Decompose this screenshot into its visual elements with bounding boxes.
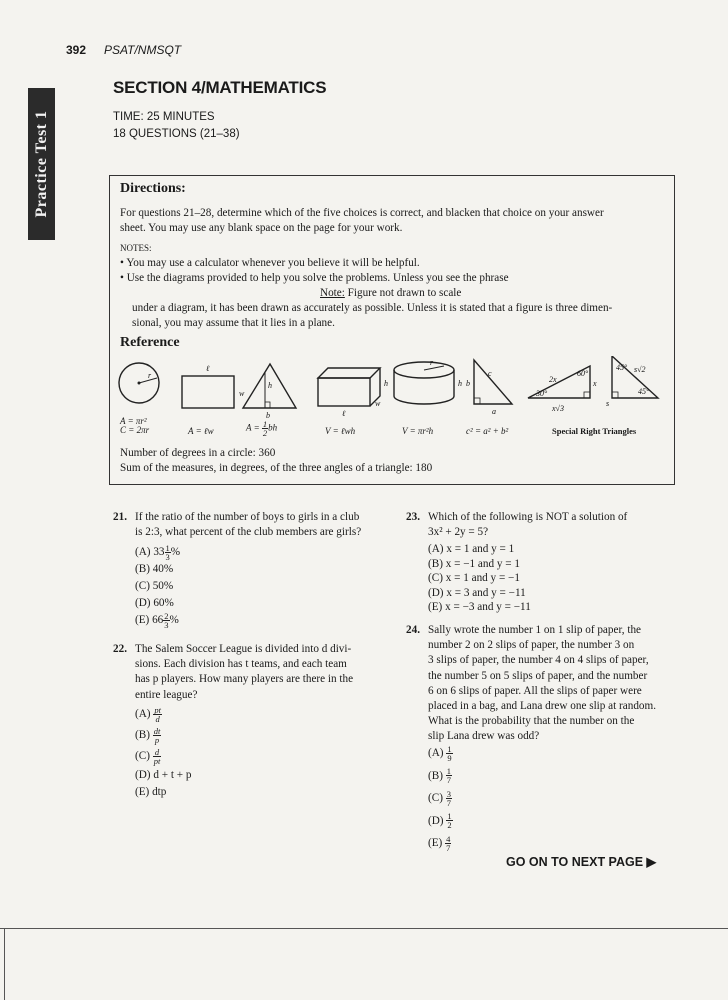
s-label: s (606, 399, 610, 408)
question-text: is 2:3, what percent of the club members are girls? (135, 526, 362, 539)
question-23 (406, 510, 681, 540)
directions-line: sheet. You may use any blank space on the page for your work. (120, 222, 403, 234)
formula-circle (120, 417, 149, 435)
side-tab-label: Practice Test 1 (32, 110, 50, 218)
directions-heading: Directions: (120, 181, 186, 196)
time-limit: TIME: 25 MINUTES (113, 111, 215, 123)
q23-choices (428, 542, 531, 615)
note-item: • Use the diagrams provided to help you solve the problems. Unless you see the phrase (120, 272, 509, 284)
choice-c[interactable]: (C) 50% (135, 580, 174, 593)
question-text: What is the probability that the number on the (428, 715, 635, 728)
question-text: 3x² + 2y = 5? (428, 526, 489, 539)
choice-b[interactable]: (B) $\frac{dt}{p}$ (135, 725, 161, 745)
hyp-label: c (488, 369, 492, 378)
choice-a[interactable]: (A) 33 $\frac{1}{3}$ % (135, 543, 181, 562)
degrees-triangle: Sum of the measures, in degrees, of the three angles of a triangle: 180 (120, 462, 433, 474)
pythagorean-formula: c² = a² + b² (466, 426, 509, 436)
question-text: sions. Each division has t teams, and each team (135, 658, 347, 671)
circle-figure (119, 363, 159, 403)
question-number: 22. (113, 643, 127, 655)
x-label: x (593, 379, 597, 388)
rect-width-label: w (239, 389, 245, 398)
choice-b[interactable]: (B) 40% (135, 563, 174, 576)
question-text: the number 5 on 5 slips of paper, and the number (428, 669, 648, 682)
question-text: If the ratio of the number of boys to girls in a club (135, 511, 360, 523)
rect-area-formula: A = ℓw (188, 426, 214, 436)
x-sqrt3-label: x√3 (552, 404, 564, 413)
cyl-height-label: h (458, 379, 462, 388)
note-figure-phrase: Note: Figure not drawn to scale (320, 287, 462, 299)
notes-label: NOTES: (120, 243, 152, 253)
thirty-sixty-ninety-figure (528, 366, 597, 413)
rect-length-label: ℓ (206, 364, 210, 373)
section-title: SECTION 4/MATHEMATICS (113, 78, 327, 97)
question-text: 3 slips of paper, the number 4 on 4 slips of paper, (428, 654, 649, 667)
side-tab (28, 88, 55, 240)
question-24 (406, 623, 681, 745)
question-count: 18 QUESTIONS (21–38) (113, 128, 240, 140)
question-number: 24. (406, 624, 420, 636)
go-on-next-page: GO ON TO NEXT PAGE ▶ (506, 855, 657, 869)
choice-d[interactable]: (D) x = 3 and y = −11 (428, 586, 526, 599)
question-text: placed in a bag, and Lana drew one slip at random. (428, 700, 657, 713)
choice-b[interactable]: (B) $\frac{1}{7}$ (428, 766, 451, 786)
cylinder-volume-formula: V = πr²h (402, 426, 434, 436)
right-triangle-figure (466, 360, 512, 416)
choice-e[interactable]: (E) dtp (135, 786, 167, 798)
triangle-figure (243, 364, 296, 420)
question-text: number 2 on 2 slips of paper, the number 3 on (428, 639, 635, 652)
choice-b[interactable]: (B) x = −1 and y = 1 (428, 557, 520, 570)
choice-c[interactable]: (C) $\frac{d}{pt}$ (135, 746, 161, 766)
degree-facts (120, 446, 432, 476)
tri-base-label: b (266, 411, 270, 420)
choice-e[interactable]: (E) $\frac{4}{7}$ (428, 833, 451, 853)
question-number: 21. (113, 511, 127, 523)
book-title: PSAT/NMSQT (104, 43, 182, 57)
page-number: 392 (66, 43, 87, 57)
question-22 (113, 642, 393, 703)
choice-c[interactable]: (C) x = 1 and y = −1 (428, 572, 520, 584)
thirty-label: 30° (536, 389, 548, 398)
note-item-continued: sional, you may assume that it lies in a plane. (132, 317, 335, 329)
circle-radius-label: r (148, 371, 152, 380)
choice-e[interactable]: (E) x = −3 and y = −11 (428, 601, 531, 613)
leg-a-label: a (492, 407, 496, 416)
choice-d[interactable]: (D) $\frac{1}{2}$ (428, 811, 452, 831)
box-height-label: h (384, 379, 388, 388)
reference-heading: Reference (120, 335, 180, 350)
tri-height-label: h (268, 381, 272, 390)
question-text: Which of the following is NOT a solution of (428, 511, 628, 523)
sixty-label: 60° (577, 369, 589, 378)
q21-choices (135, 544, 180, 629)
page-bottom-edge (0, 928, 728, 929)
directions-line: For questions 21–28, determine which of the five choices is correct, and blacken that choice on your answer (120, 207, 604, 219)
choice-c[interactable]: (C) $\frac{3}{7}$ (428, 788, 451, 808)
question-21 (113, 510, 388, 540)
question-text: entire league? (135, 688, 198, 701)
question-text: has p players. How many players are there in the (135, 673, 354, 686)
page-left-edge (4, 928, 5, 1000)
box-figure (318, 368, 388, 418)
forty-five-bottom-label: 45° (638, 387, 650, 396)
q22-choices (135, 704, 191, 801)
question-text: The Salem Soccer League is divided into d divi- (135, 643, 352, 655)
cyl-radius-label: r (430, 358, 434, 367)
forty-five-figure (606, 356, 658, 408)
question-text: slip Lana drew was odd? (428, 730, 540, 743)
section-time-info (113, 109, 240, 143)
box-volume-formula: V = ℓwh (325, 426, 356, 436)
s-sqrt2-label: s√2 (634, 365, 646, 374)
box-length-label: ℓ (342, 409, 346, 418)
choice-d[interactable]: (D) d + t + p (135, 769, 192, 781)
circle-area-formula: A = πr² (120, 416, 147, 426)
special-triangles-caption: Special Right Triangles (552, 426, 637, 436)
cylinder-figure (394, 358, 462, 404)
choice-a[interactable]: (A) $\frac{1}{9}$ (428, 743, 452, 763)
question-text: Sally wrote the number 1 on 1 slip of paper, the (428, 624, 641, 636)
leg-b-label: b (466, 379, 470, 388)
circle-circumference-formula: C = 2πr (120, 425, 150, 435)
note-item-continued: under a diagram, it has been drawn as accurately as possible. Unless it is stated that a figure is three dimen- (132, 302, 613, 314)
question-number: 23. (406, 511, 420, 523)
box-width-label: w (375, 399, 381, 408)
choice-a[interactable]: (A) x = 1 and y = 1 (428, 543, 515, 555)
directions-text (120, 206, 670, 331)
q24-choices (428, 742, 453, 855)
forty-five-top-label: 45° (616, 363, 628, 372)
question-text: 6 on 6 slips of paper. All the slips of paper were (428, 684, 642, 697)
degrees-circle: Number of degrees in a circle: 360 (120, 447, 276, 459)
choice-e[interactable]: (E) 66 $\frac{2}{3}$ % (135, 611, 179, 631)
choice-d[interactable]: (D) 60% (135, 597, 174, 610)
tri-area-formula: A = $\frac{1}{2}$ bh (246, 419, 278, 438)
rectangle-figure (182, 364, 245, 408)
two-x-label: 2x (549, 375, 557, 384)
note-item: • You may use a calculator whenever you believe it will be helpful. (120, 257, 420, 269)
choice-a[interactable]: (A) $\frac{pt}{d}$ (135, 704, 161, 724)
